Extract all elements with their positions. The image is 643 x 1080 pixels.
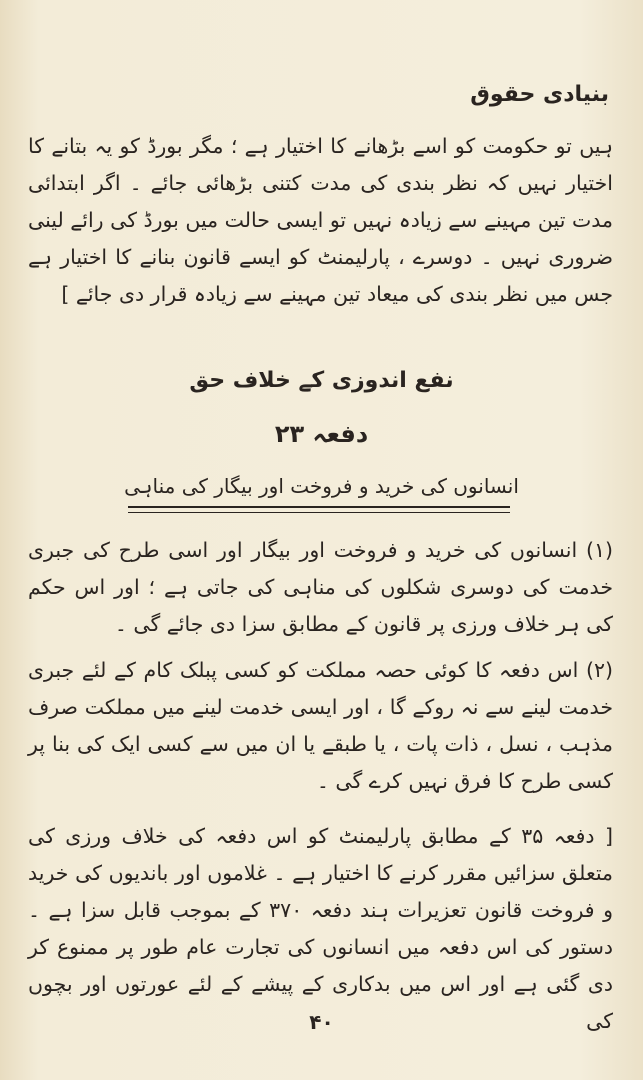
paragraph-continuation: ہیں تو حکومت کو اسے بڑھانے کا اختیار ہے ؛ مگر بورڈ کو یہ بتانے کا اختیار نہیں کہ نظر بندی کی مدت کتنی بڑھائی جائے ۔ اگر ابتدائی مدت تین مہینے سے زیادہ نہیں تو ایسی حالت میں بورڈ کی رائے لینی ضروری نہیں ۔ دوسرے ، پارلیمنٹ کو ایسے قانون بنانے کا اختیار ہے جس میں نظر بندی کی میعاد تین مہینے سے زیادہ قرار دی جائے ]	[28, 134, 613, 306]
subheading-underline	[128, 506, 510, 508]
section-title: نفع اندوزی کے خلاف حق	[189, 368, 454, 393]
article-number: دفعہ ۲۳	[274, 420, 369, 448]
clause-2: (۲) اس دفعہ کا کوئی حصہ مملکت کو کسی پبلک کام کے لئے جبری خدمت لینے سے نہ روکے گا ، اور ایسی خدمت لینے میں مملکت صرف مذہب ، نسل ، ذات پات ، یا طبقے یا ان میں سے کسی ایک کی بنا پر کسی طرح کا فرق نہیں کرے گی ۔	[28, 658, 613, 793]
clause-1: (۱) انسانوں کی خرید و فروخت اور بیگار اور اسی طرح کی جبری خدمت کی دوسری شکلوں کی مناہی کی جاتی ہے ؛ اور اس حکم کی ہر خلاف ورزی پر قانون کے مطابق سزا دی جائے گی ۔	[28, 538, 613, 636]
page-number: ۴۰	[309, 1010, 334, 1034]
running-header: بنیادی حقوق	[470, 82, 609, 107]
commentary-note: [ دفعہ ۳۵ کے مطابق پارلیمنٹ کو اس دفعہ کی خلاف ورزی کی متعلق سزائیں مقرر کرنے کا اختیار ہے ۔ غلاموں اور باندیوں کی خرید و فروخت قانون تعزیرات ہند دفعہ ۳۷۰ کے بموجب قابل سزا ہے ۔ دستور کی اس دفعہ میں انسانوں کی تجارت عام طور پر ممنوع کر دی گئی ہے اور اس میں بدکاری کے پیشے کے لئے عورتوں اور بچوں کی	[28, 824, 613, 1033]
subheading-underline-thin	[128, 512, 510, 513]
article-subheading: انسانوں کی خرید و فروخت اور بیگار کی مناہی	[124, 474, 519, 498]
